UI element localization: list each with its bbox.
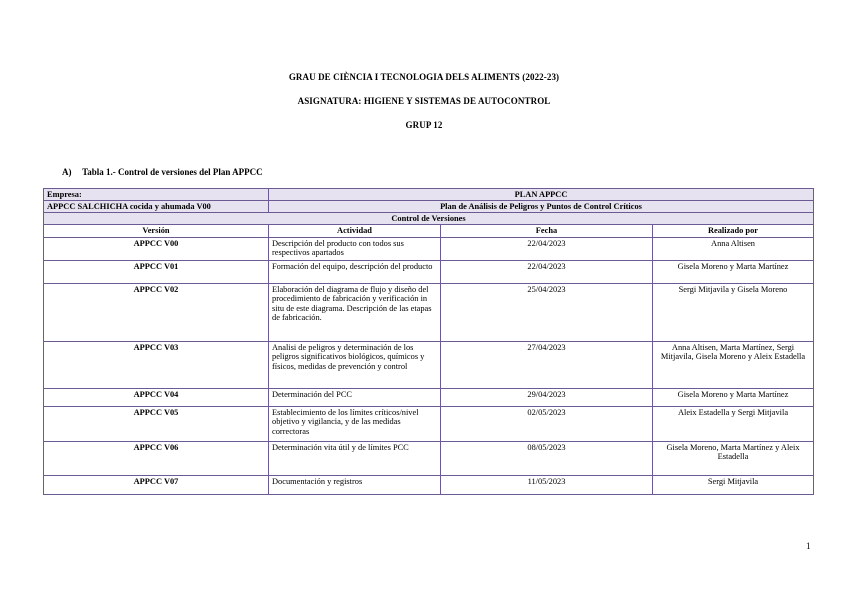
- version-control-table: [43, 188, 814, 495]
- group-title: GRUP 12: [405, 120, 443, 130]
- plan-label: PLAN APPCC: [269, 189, 814, 201]
- date-cell: 27/04/2023: [441, 341, 653, 388]
- activity-cell: Establecimiento de los límites críticos/nivel objetivo y vigilancia, y de las medidas correctoras: [269, 406, 441, 441]
- section-heading: [62, 167, 263, 177]
- document-title: GRAU DE CIÈNCIA I TECNOLOGIA DELS ALIMENTS (2022-23): [288, 72, 560, 82]
- subject-title: ASIGNATURA: HIGIENE Y SISTEMAS DE AUTOCONTROL: [297, 96, 551, 106]
- activity-cell: Determinación del PCC: [269, 388, 441, 406]
- date-cell: 08/05/2023: [441, 441, 653, 475]
- column-header-date: Fecha: [441, 225, 653, 238]
- activity-cell: Documentación y registros: [269, 475, 441, 494]
- author-cell: Gisela Moreno y Marta Martínez: [653, 260, 814, 283]
- activity-cell: Elaboración del diagrama de flujo y diseño del procedimiento de fabricación y verificación in situ de este diagrama. Descripción de las etapas de fabricación.: [269, 283, 441, 341]
- version-cell: APPCC V02: [44, 283, 269, 341]
- version-cell: APPCC V01: [44, 260, 269, 283]
- empresa-label: Empresa:: [44, 189, 269, 201]
- activity-cell: Determinación vita útil y de límites PCC: [269, 441, 441, 475]
- author-cell: Gisela Moreno y Marta Martínez: [653, 388, 814, 406]
- date-cell: 22/04/2023: [441, 237, 653, 260]
- date-cell: 11/05/2023: [441, 475, 653, 494]
- column-header-author: Realizado por: [653, 225, 814, 238]
- version-cell: APPCC V06: [44, 441, 269, 475]
- activity-cell: Analisi de peligros y determinación de los peligros significativos biológicos, químicos y físicos, medidas de prevención y control: [269, 341, 441, 388]
- author-cell: Sergi Mitjavila y Gisela Moreno: [653, 283, 814, 341]
- table-row: [44, 475, 814, 494]
- table-row: [44, 237, 814, 260]
- author-cell: Gisela Moreno, Marta Martínez y Aleix Estadella: [653, 441, 814, 475]
- column-header-activity: Actividad: [269, 225, 441, 238]
- activity-cell: Descripción del producto con todos sus respectivos apartados: [269, 237, 441, 260]
- author-cell: Sergi Mitjavila: [653, 475, 814, 494]
- table-row: [44, 406, 814, 441]
- date-cell: 29/04/2023: [441, 388, 653, 406]
- section-title: Tabla 1.- Control de versiones del Plan APPCC: [82, 167, 263, 177]
- table-row: [44, 388, 814, 406]
- author-cell: Aleix Estadella y Sergi Mitjavila: [653, 406, 814, 441]
- date-cell: 02/05/2023: [441, 406, 653, 441]
- date-cell: 25/04/2023: [441, 283, 653, 341]
- version-cell: APPCC V03: [44, 341, 269, 388]
- version-cell: APPCC V05: [44, 406, 269, 441]
- activity-cell: Formación del equipo, descripción del producto: [269, 260, 441, 283]
- table-row: [44, 341, 814, 388]
- plan-full-name: Plan de Análisis de Peligros y Puntos de Control Críticos: [269, 201, 814, 213]
- table-row: [44, 441, 814, 475]
- column-header-version: Versión: [44, 225, 269, 238]
- table-row: [44, 260, 814, 283]
- section-label: A): [62, 167, 72, 177]
- table-row: [44, 283, 814, 341]
- version-cell: APPCC V00: [44, 237, 269, 260]
- author-cell: Anna Altisen: [653, 237, 814, 260]
- control-title: Control de Versiones: [44, 213, 814, 225]
- author-cell: Anna Altisen, Marta Martínez, Sergi Mitjavila, Gisela Moreno y Aleix Estadella: [653, 341, 814, 388]
- product-name: APPCC SALCHICHA cocida y ahumada V00: [44, 201, 269, 213]
- date-cell: 22/04/2023: [441, 260, 653, 283]
- version-cell: APPCC V07: [44, 475, 269, 494]
- version-cell: APPCC V04: [44, 388, 269, 406]
- page-number: 1: [806, 541, 811, 551]
